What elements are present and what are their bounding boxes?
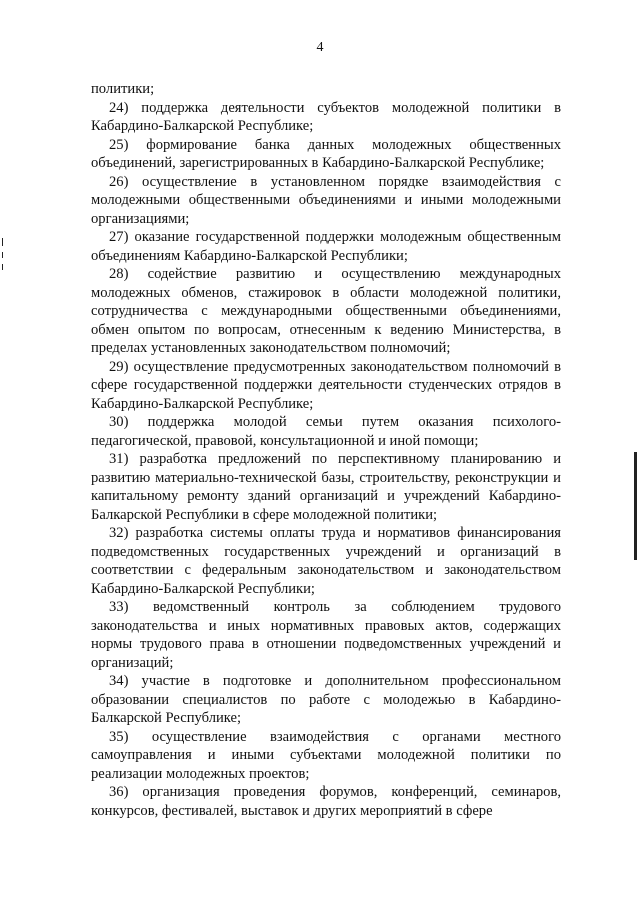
document-body	[91, 80, 561, 820]
paragraph-item-36: 36) организация проведения форумов, конференций, семинаров, конкурсов, фестивалей, выставок и других мероприятий в сфере	[91, 784, 561, 819]
paragraph-item-28: 28) содействие развитию и осуществлению международных молодежных обменов, стажировок в области молодежной политики, сотрудничества с международными общественными объединениями, обмен опытом по вопросам, отнесенным к ведению Министерства, в пределах установленных законодательством полномочий;	[91, 266, 561, 356]
paragraph-item-31: 31) разработка предложений по перспективному планированию и развитию материально-технической базы, строительству, реконструкции и капитальному ремонту зданий организаций и учреждений Кабардино-Балкарской Республики в сфере молодежной политики;	[91, 451, 561, 523]
left-margin-mark-2	[2, 252, 3, 258]
paragraph-item-24: 24) поддержка деятельности субъектов молодежной политики в Кабардино-Балкарской Республике;	[91, 99, 561, 134]
paragraph-item-35: 35) осуществление взаимодействия с органами местного самоуправления и иными субъектами молодежной политики по реализации молодежных проектов;	[91, 728, 561, 782]
left-margin-mark-3	[2, 264, 3, 270]
left-margin-mark-1	[2, 238, 3, 246]
paragraph-item-33: 33) ведомственный контроль за соблюдением трудового законодательства и иных нормативных правовых актов, содержащих нормы трудового права в отношении подведомственных учреждений и организаций;	[91, 599, 561, 671]
paragraph-item-25: 25) формирование банка данных молодежных общественных объединений, зарегистрированных в Кабардино-Балкарской Республике;	[91, 136, 561, 171]
paragraph-item-32: 32) разработка системы оплаты труда и нормативов финансирования подведомственных государственных учреждений и организаций в соответствии с федеральным законодательством и законодательством Кабардино-Балкарской Республики;	[91, 525, 561, 597]
paragraph-item-34: 34) участие в подготовке и дополнительном профессиональном образовании специалистов по работе с молодежью в Кабардино-Балкарской Республике;	[91, 673, 561, 726]
right-edge-bar	[634, 452, 637, 560]
paragraph-item-29: 29) осуществление предусмотренных законодательством полномочий в сфере государственной поддержки деятельности студенческих отрядов в Кабардино-Балкарской Республике;	[91, 358, 561, 412]
paragraph-continuation: политики;	[91, 81, 155, 97]
paragraph-item-30: 30) поддержка молодой семьи путем оказания психолого-педагогической, правовой, консультационной и иной помощи;	[91, 414, 561, 449]
paragraph-item-26: 26) осуществление в установленном порядке взаимодействия с молодежными общественными объединениями и иными молодежными организациями;	[91, 173, 561, 227]
paragraph-item-27: 27) оказание государственной поддержки молодежным общественным объединениям Кабардино-Балкарской Республики;	[91, 229, 561, 264]
page-number: 4	[316, 40, 324, 55]
